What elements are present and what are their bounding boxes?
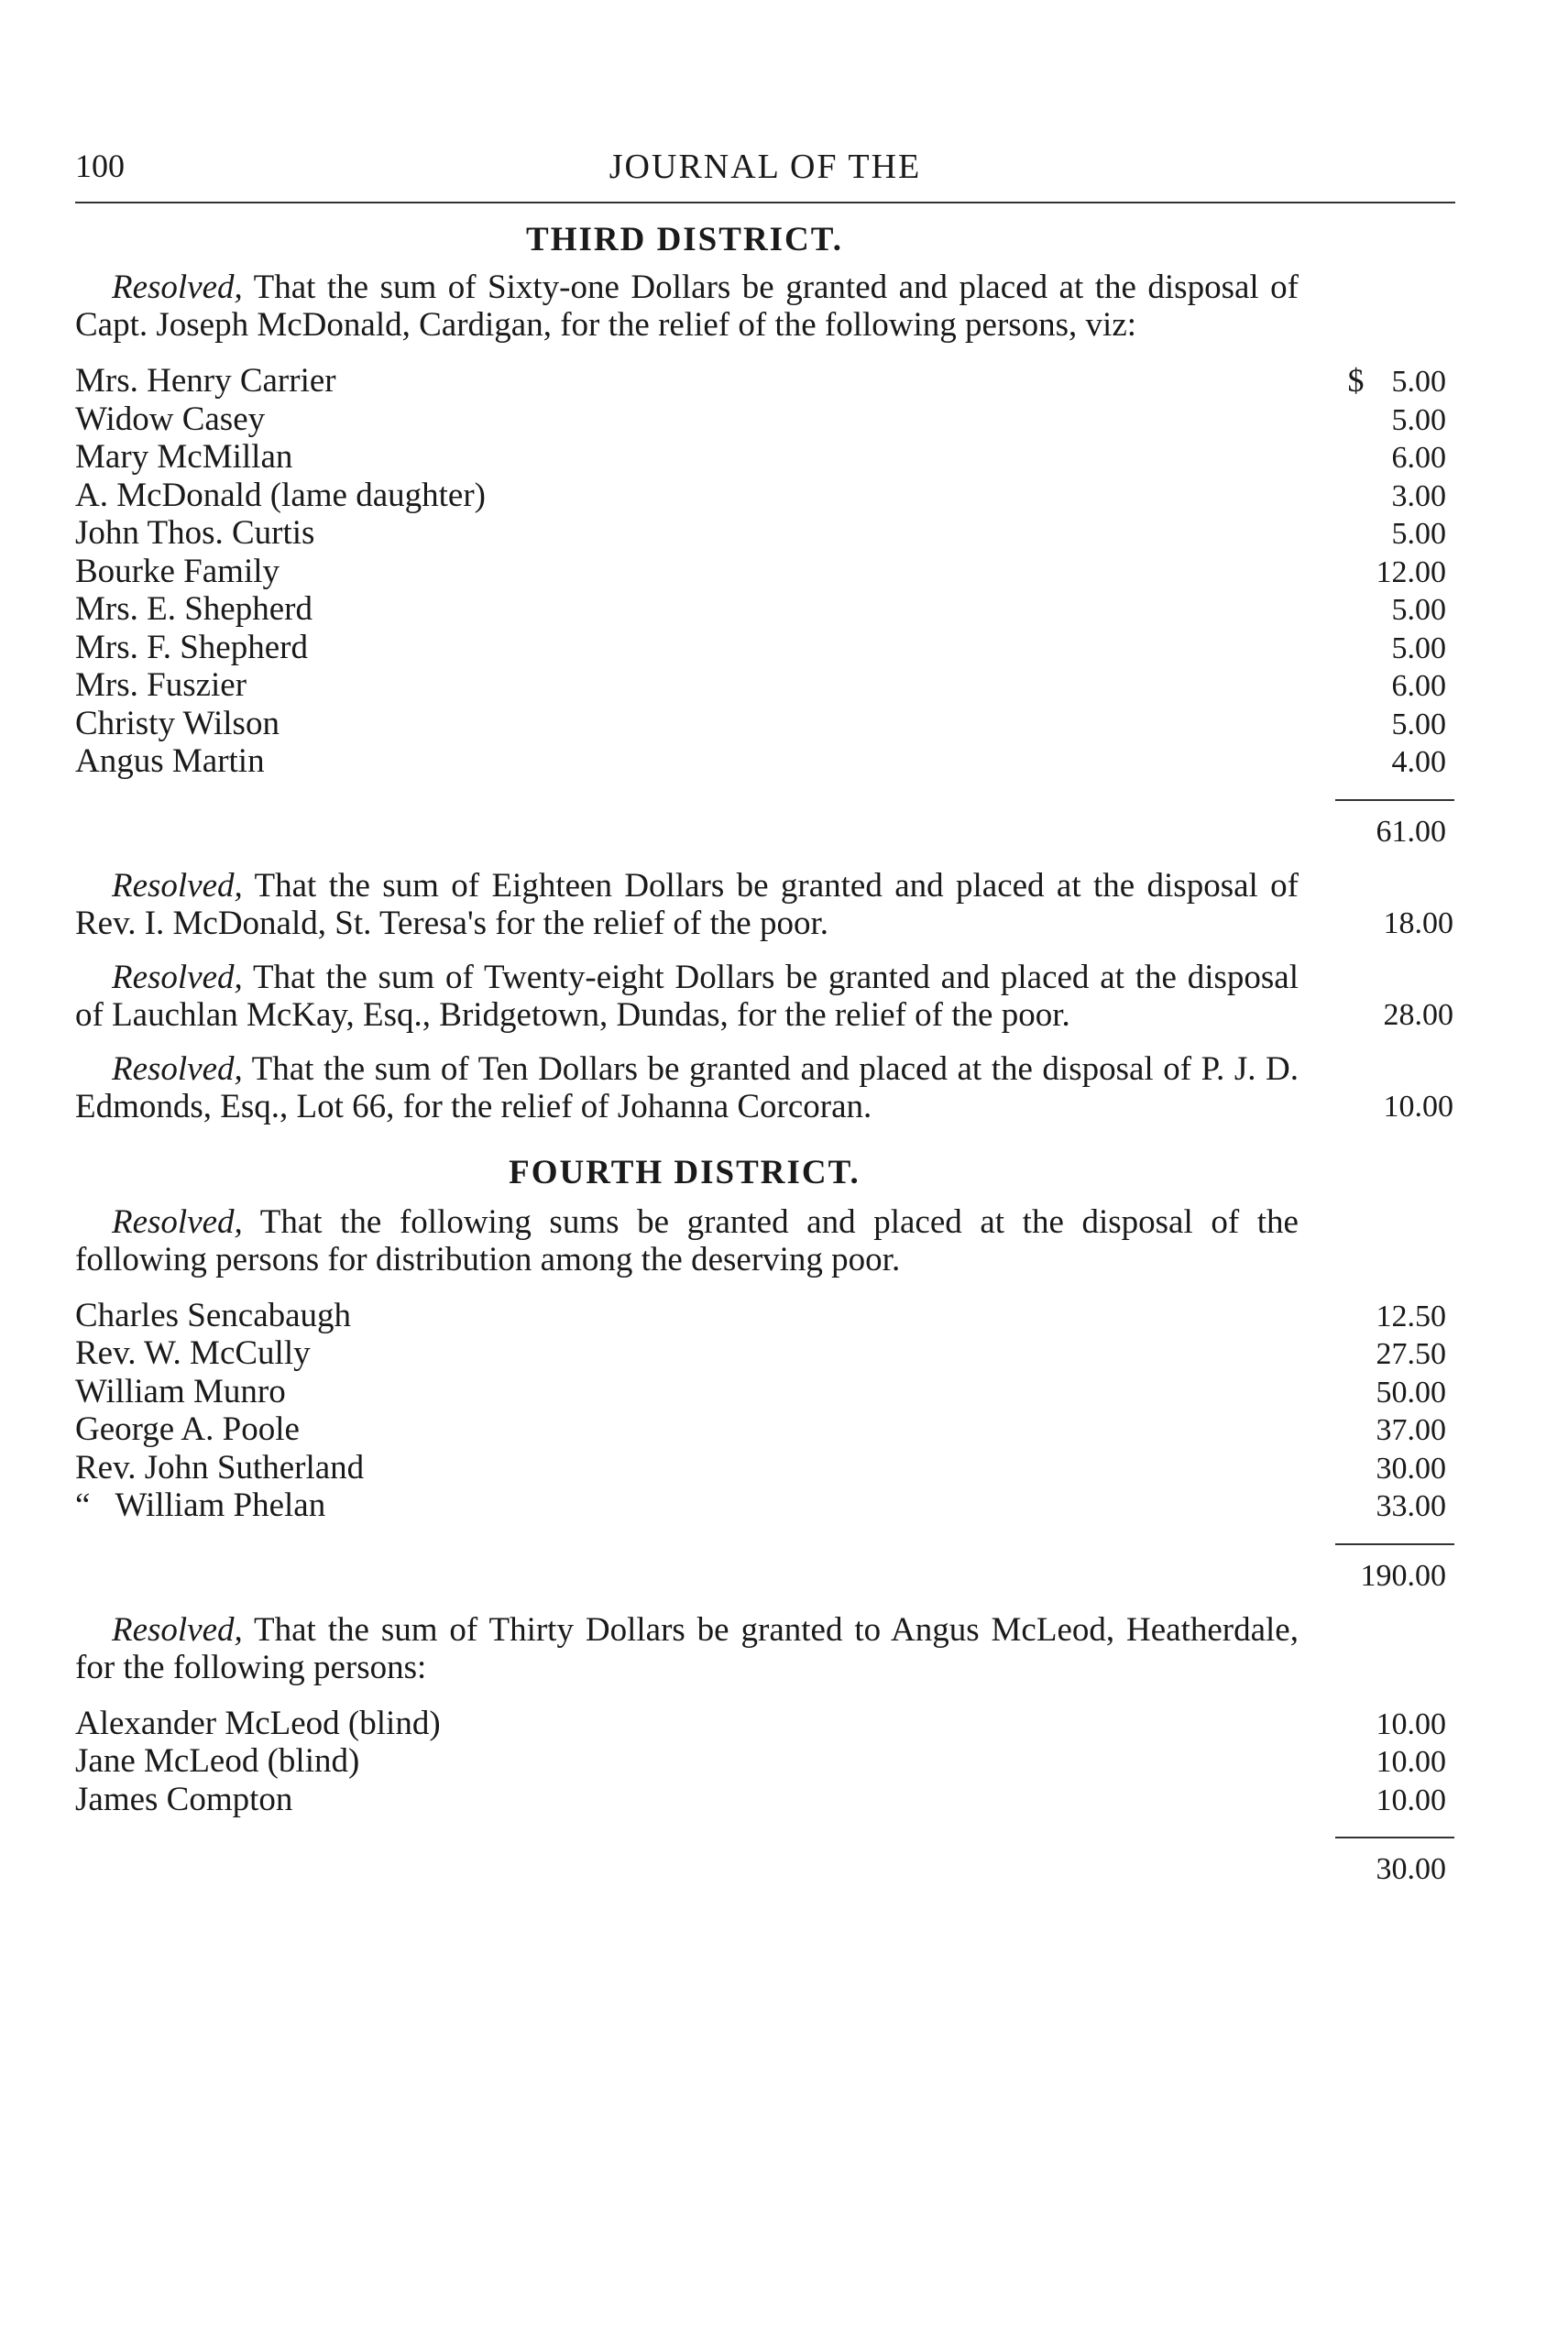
person-name: Charles Sencabaugh (75, 1296, 352, 1334)
total-rule (1335, 1543, 1454, 1545)
list-item (75, 477, 1450, 515)
list-item (75, 1373, 1450, 1411)
amount: 5.00 (1391, 593, 1446, 627)
amount: 5.00 (1391, 707, 1446, 741)
relief-list (75, 362, 1450, 781)
list-item (75, 590, 1450, 629)
list-item (75, 553, 1450, 591)
resolution (75, 1049, 1453, 1125)
resolution-body: That the sum of Thirty Dollars be granted to Angus McLeod, Heatherdale, for the following persons: (75, 1610, 1299, 1686)
resolution-amount: 18.00 (1383, 905, 1453, 940)
list-item (75, 1742, 1450, 1781)
fourth-district-section (75, 1153, 1450, 1889)
resolution-text (75, 1203, 1299, 1278)
list-item (75, 1334, 1450, 1373)
amount: 37.00 (1376, 1413, 1446, 1447)
list-item (75, 1781, 1450, 1819)
person-name: Bourke Family (75, 552, 280, 590)
resolved-word: Resolved, (112, 1049, 243, 1088)
amount: 30.00 (1376, 1451, 1446, 1486)
list-item (75, 438, 1450, 477)
resolution-body: That the sum of Sixty-one Dollars be granted and placed at the disposal of Capt. Joseph McDonald, Cardigan, for the relief of the following persons, viz: (75, 269, 1299, 344)
resolution-amount: 28.00 (1383, 997, 1453, 1032)
person-name: Alexander McLeod (blind) (75, 1704, 441, 1742)
amount: 27.50 (1376, 1337, 1446, 1371)
list-item (75, 514, 1450, 553)
amount-value: 5.00 (1391, 365, 1446, 399)
resolution-text (75, 867, 1299, 942)
section-heading: FOURTH DISTRICT. (509, 1153, 861, 1191)
total-rule (1335, 799, 1454, 801)
list-item (75, 1410, 1450, 1449)
person-name: Rev. John Sutherland (75, 1448, 365, 1487)
resolution (75, 866, 1453, 942)
person-name: Mrs. E. Shepherd (75, 590, 313, 628)
resolved-word: Resolved, (112, 958, 243, 996)
list-item (75, 1297, 1450, 1335)
amount: 6.00 (1391, 441, 1446, 475)
third-district-section (75, 220, 1453, 1125)
resolution-text (75, 959, 1299, 1034)
total-rule (1335, 1837, 1454, 1838)
resolution (75, 1203, 1450, 1278)
person-name: Angus Martin (75, 742, 265, 780)
list-item (75, 705, 1450, 743)
amount: 3.00 (1391, 478, 1446, 513)
person-name: James Compton (75, 1780, 293, 1818)
amount: 4.00 (1391, 745, 1446, 779)
resolution-text (75, 1611, 1299, 1686)
resolution-text (75, 1050, 1299, 1125)
amount: 5.00 (1391, 517, 1446, 551)
person-name: John Thos. Curtis (75, 514, 315, 552)
list-item (75, 742, 1450, 781)
list-item (75, 666, 1450, 705)
section-total: 30.00 (1376, 1852, 1446, 1886)
resolution-text (75, 269, 1299, 344)
person-name: Jane McLeod (blind) (75, 1742, 360, 1780)
amount: 50.00 (1376, 1375, 1446, 1410)
person-name: Mrs. Henry Carrier (75, 362, 336, 400)
resolution (75, 1611, 1450, 1686)
person-name: Mrs. F. Shepherd (75, 628, 308, 666)
list-item (75, 1449, 1450, 1487)
relief-list (75, 1705, 1450, 1819)
person-name: A. McDonald (lame daughter) (75, 476, 486, 514)
running-title: JOURNAL OF THE (609, 148, 922, 186)
list-item (75, 1487, 1450, 1525)
list-item (75, 400, 1450, 439)
section-heading: THIRD DISTRICT. (526, 221, 843, 258)
person-name: William Munro (75, 1372, 286, 1410)
person-name: “ William Phelan (75, 1487, 326, 1524)
person-name: Mrs. Fuszier (75, 666, 247, 704)
amount: 10.00 (1376, 1745, 1446, 1779)
page-header (75, 137, 1455, 203)
person-name: Rev. W. McCully (75, 1334, 311, 1372)
relief-list (75, 1297, 1450, 1525)
list-item (75, 1705, 1450, 1743)
resolved-word: Resolved, (112, 269, 243, 306)
person-name: Mary McMillan (75, 438, 293, 476)
resolution-body: That the following sums be granted and placed at the disposal of the following persons for distribution among the deserving poor. (75, 1202, 1299, 1278)
amount (1281, 362, 1450, 401)
amount: 12.50 (1376, 1299, 1446, 1333)
resolution (75, 958, 1453, 1034)
resolved-word: Resolved, (112, 1202, 243, 1241)
resolution-body: That the sum of Twenty-eight Dollars be granted and placed at the disposal of Lauchlan McKay, Esq., Bridgetown, Dundas, for the relief of the poor. (75, 958, 1299, 1034)
list-item (75, 629, 1450, 667)
resolved-word: Resolved, (112, 1610, 243, 1649)
page-number: 100 (75, 148, 125, 184)
amount: 10.00 (1376, 1706, 1446, 1741)
list-item (75, 362, 1450, 400)
resolved-word: Resolved, (112, 866, 243, 905)
resolution-body: That the sum of Ten Dollars be granted and placed at the disposal of P. J. D. Edmonds, Esq., Lot 66, for the relief of Johanna Corcoran. (75, 1049, 1299, 1125)
amount: 10.00 (1376, 1783, 1446, 1817)
journal-page (75, 137, 1453, 1888)
amount: 5.00 (1391, 631, 1446, 665)
section-total: 190.00 (1360, 1558, 1446, 1593)
resolution (75, 269, 1450, 344)
amount: 12.00 (1376, 554, 1446, 589)
dollar-sign: $ (1347, 362, 1365, 399)
resolution-body: That the sum of Eighteen Dollars be granted and placed at the disposal of Rev. I. McDonald, St. Teresa's for the relief of the poor. (75, 866, 1299, 942)
person-name: Christy Wilson (75, 704, 280, 742)
resolution-amount: 10.00 (1383, 1089, 1453, 1124)
amount: 5.00 (1391, 402, 1446, 437)
amount: 33.00 (1376, 1489, 1446, 1523)
person-name: George A. Poole (75, 1410, 300, 1448)
amount: 6.00 (1391, 669, 1446, 703)
person-name: Widow Casey (75, 400, 266, 438)
section-total: 61.00 (1376, 814, 1446, 849)
